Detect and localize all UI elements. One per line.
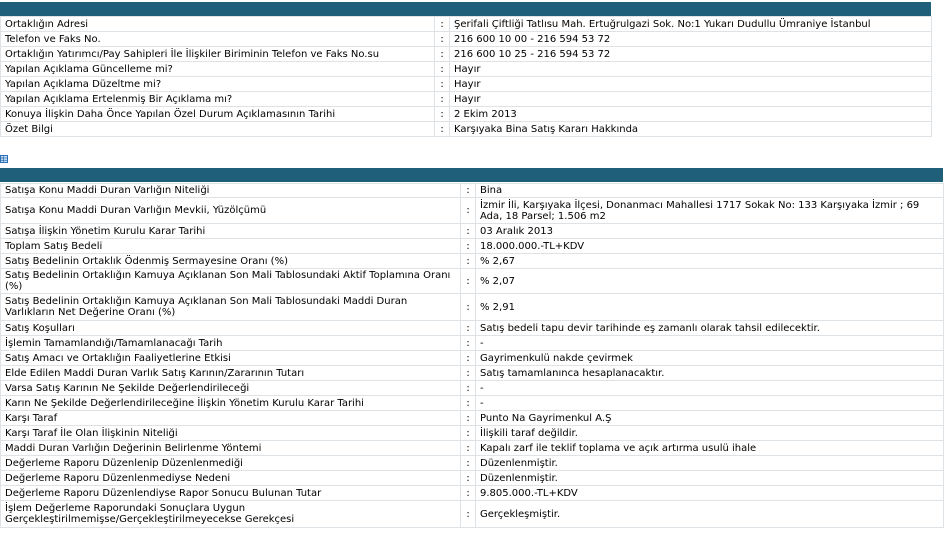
sale-detail-separator: : [461,239,476,254]
general-info-separator: : [435,62,450,77]
sale-detail-label: Karın Ne Şekilde Değerlendirileceğine İlişkin Yönetim Kurulu Karar Tarihi [1,396,461,411]
sale-detail-separator: : [461,184,476,198]
sale-detail-value: - [476,336,944,351]
sale-detail-label: Satış Bedelinin Ortaklığın Kamuya Açıklanan Son Mali Tablosundaki Aktif Toplamına Oranı (%) [1,269,461,294]
general-info-value: 216 600 10 25 - 216 594 53 72 [450,47,932,62]
general-info-separator: : [435,92,450,107]
sale-detail-row [1,198,944,224]
sale-detail-value: Punto Na Gayrimenkul A.Ş [476,411,944,426]
general-info-value: 216 600 10 00 - 216 594 53 72 [450,32,932,47]
section-header-bar-general [0,2,931,16]
sale-detail-row [1,184,944,198]
sale-detail-label: Maddi Duran Varlığın Değerinin Belirlenme Yöntemi [1,441,461,456]
general-info-row [1,47,932,62]
sale-detail-label: Toplam Satış Bedeli [1,239,461,254]
general-info-label: Yapılan Açıklama Güncelleme mi? [1,62,435,77]
sale-detail-value: % 2,91 [476,294,944,321]
general-info-separator: : [435,77,450,92]
general-info-label: Yapılan Açıklama Düzeltme mi? [1,77,435,92]
general-info-label: Ortaklığın Yatırımcı/Pay Sahipleri İle İlişkiler Biriminin Telefon ve Faks No.su [1,47,435,62]
table-grid-icon[interactable] [0,155,8,163]
sale-detail-row [1,254,944,269]
sale-detail-label: Elde Edilen Maddi Duran Varlık Satış Karının/Zararının Tutarı [1,366,461,381]
sale-detail-value: 03 Aralık 2013 [476,224,944,239]
sale-detail-label: Satış Amacı ve Ortaklığın Faaliyetlerine Etkisi [1,351,461,366]
sale-detail-separator: : [461,426,476,441]
sale-detail-row [1,351,944,366]
sale-detail-row [1,396,944,411]
general-info-separator: : [435,122,450,137]
sale-detail-row [1,501,944,528]
sale-detail-value: Bina [476,184,944,198]
general-info-row [1,122,932,137]
sale-detail-label: İşlem Değerleme Raporundaki Sonuçlara Uygun Gerçekleştirilmemişse/Gerçekleştirilmeyecekse Gerekçesi [1,501,461,528]
sale-detail-row [1,456,944,471]
sale-detail-value: 9.805.000.-TL+KDV [476,486,944,501]
general-info-value: Hayır [450,62,932,77]
sale-detail-label: Değerleme Raporu Düzenlenip Düzenlenmediği [1,456,461,471]
sale-detail-separator: : [461,381,476,396]
sale-detail-separator: : [461,456,476,471]
sale-detail-row [1,441,944,456]
sale-detail-separator: : [461,471,476,486]
general-info-label: Özet Bilgi [1,122,435,137]
sale-detail-label: Satışa İlişkin Yönetim Kurulu Karar Tarihi [1,224,461,239]
sale-detail-separator: : [461,336,476,351]
sale-detail-value: Düzenlenmiştir. [476,471,944,486]
sale-detail-row [1,336,944,351]
sale-detail-value: Düzenlenmiştir. [476,456,944,471]
sale-detail-label: Satış Bedelinin Ortaklık Ödenmiş Sermayesine Oranı (%) [1,254,461,269]
sale-detail-separator: : [461,501,476,528]
sale-detail-value: İzmir İli, Karşıyaka İlçesi, Donanmacı Mahallesi 1717 Sokak No: 133 Karşıyaka İzmir ; 69 Ada, 18 Parsel; 1.506 m2 [476,198,944,224]
sale-detail-separator: : [461,396,476,411]
sale-detail-label: Varsa Satış Karının Ne Şekilde Değerlendirileceği [1,381,461,396]
sale-detail-row [1,411,944,426]
sale-detail-value: Gerçekleşmiştir. [476,501,944,528]
sale-detail-row [1,321,944,336]
sale-detail-row [1,366,944,381]
sale-detail-value: - [476,396,944,411]
sale-detail-separator: : [461,411,476,426]
general-info-label: Yapılan Açıklama Ertelenmiş Bir Açıklama mı? [1,92,435,107]
sale-detail-label: İşlemin Tamamlandığı/Tamamlanacağı Tarih [1,336,461,351]
sale-detail-row [1,269,944,294]
sale-detail-row [1,426,944,441]
sale-detail-value: Gayrimenkulü nakde çevirmek [476,351,944,366]
sale-detail-separator: : [461,366,476,381]
general-info-value: Karşıyaka Bina Satış Kararı Hakkında [450,122,932,137]
sale-detail-value: Satış bedeli tapu devir tarihinde eş zamanlı olarak tahsil edilecektir. [476,321,944,336]
sale-detail-value: % 2,67 [476,254,944,269]
general-info-row [1,92,932,107]
general-info-separator: : [435,17,450,32]
sale-detail-label: Değerleme Raporu Düzenlendiyse Rapor Sonucu Bulunan Tutar [1,486,461,501]
sale-detail-label: Satış Koşulları [1,321,461,336]
sale-detail-label: Satışa Konu Maddi Duran Varlığın Niteliği [1,184,461,198]
sale-details-table [0,183,944,528]
general-info-row [1,32,932,47]
general-info-separator: : [435,107,450,122]
sale-detail-label: Karşı Taraf [1,411,461,426]
sale-detail-separator: : [461,486,476,501]
sale-detail-value: Kapalı zarf ile teklif toplama ve açık artırma usulü ihale [476,441,944,456]
sale-detail-row [1,486,944,501]
sale-detail-value: Satış tamamlanınca hesaplanacaktır. [476,366,944,381]
general-info-row [1,107,932,122]
sale-detail-row [1,224,944,239]
general-info-value: Hayır [450,77,932,92]
sale-detail-row [1,471,944,486]
general-info-separator: : [435,47,450,62]
sale-detail-separator: : [461,224,476,239]
general-info-value: Hayır [450,92,932,107]
general-info-value: Şerifali Çiftliği Tatlısu Mah. Ertuğrulgazi Sok. No:1 Yukarı Dudullu Ümraniye İstanbul [450,17,932,32]
sale-detail-separator: : [461,269,476,294]
general-info-label: Konuya İlişkin Daha Önce Yapılan Özel Durum Açıklamasının Tarihi [1,107,435,122]
sale-detail-separator: : [461,441,476,456]
sale-detail-value: 18.000.000.-TL+KDV [476,239,944,254]
section-header-bar-sale [0,168,943,182]
general-info-label: Telefon ve Faks No. [1,32,435,47]
sale-detail-row [1,239,944,254]
general-info-table [0,16,932,137]
sale-detail-label: Değerleme Raporu Düzenlenmediyse Nedeni [1,471,461,486]
sale-detail-label: Karşı Taraf İle Olan İlişkinin Niteliği [1,426,461,441]
general-info-value: 2 Ekim 2013 [450,107,932,122]
general-info-row [1,17,932,32]
sale-detail-separator: : [461,351,476,366]
sale-detail-row [1,294,944,321]
sale-detail-separator: : [461,254,476,269]
general-info-separator: : [435,32,450,47]
sale-detail-value: - [476,381,944,396]
general-info-row [1,62,932,77]
general-info-row [1,77,932,92]
general-info-label: Ortaklığın Adresi [1,17,435,32]
sale-detail-label: Satış Bedelinin Ortaklığın Kamuya Açıklanan Son Mali Tablosundaki Maddi Duran Varlıkların Net Değerine Oranı (%) [1,294,461,321]
sale-detail-separator: : [461,294,476,321]
sale-detail-separator: : [461,198,476,224]
sale-detail-value: İlişkili taraf değildir. [476,426,944,441]
sale-detail-separator: : [461,321,476,336]
sale-detail-value: % 2,07 [476,269,944,294]
sale-detail-row [1,381,944,396]
sale-detail-label: Satışa Konu Maddi Duran Varlığın Mevkii, Yüzölçümü [1,198,461,224]
